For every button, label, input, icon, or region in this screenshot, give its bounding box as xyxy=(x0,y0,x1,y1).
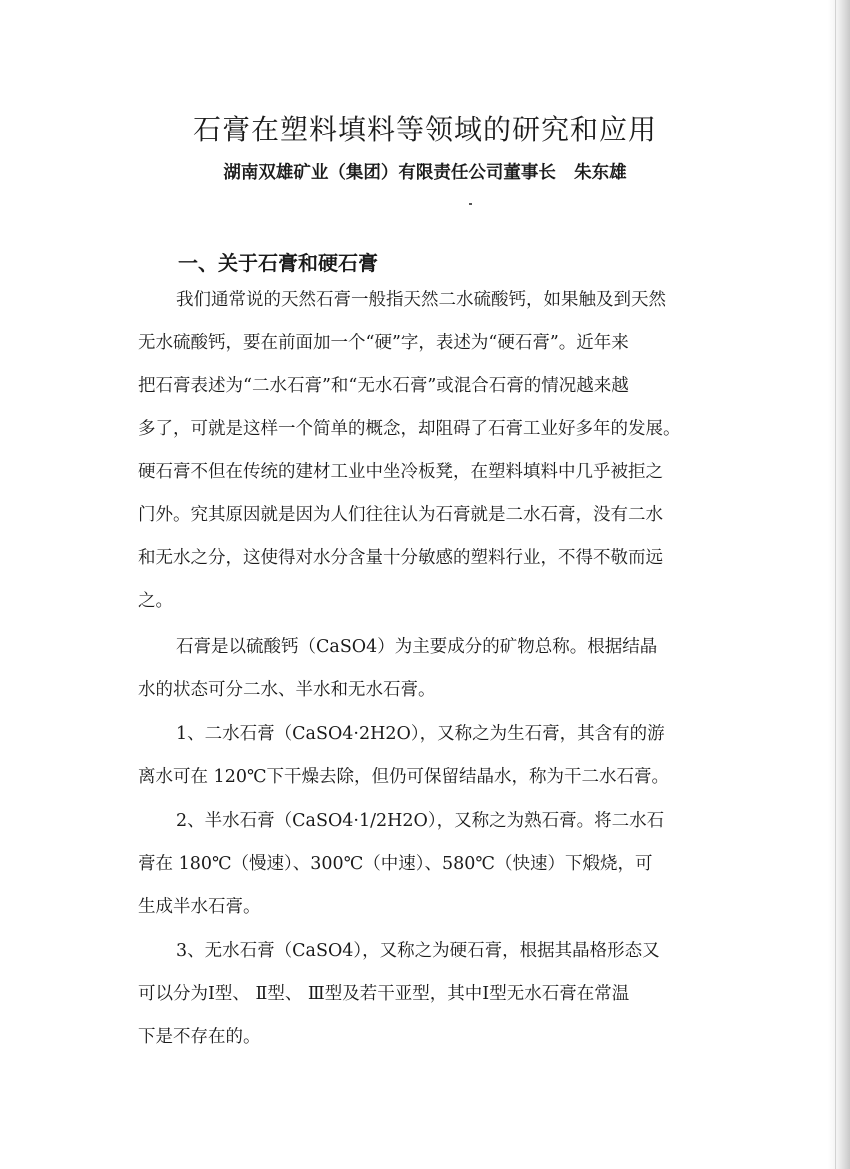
paragraph-line: 离水可在 120℃下干燥去除，但仍可保留结晶水，称为干二水石膏。 xyxy=(138,767,670,787)
paragraph-line: 膏在 180℃（慢速）、300℃（中速）、580℃（快速）下煅烧，可 xyxy=(138,854,653,874)
paragraph-line: 硬石膏不但在传统的建材工业中坐冷板凳，在塑料填料中几乎被拒之 xyxy=(138,462,663,482)
paragraph-line: 水的状态可分二水、半水和无水石膏。 xyxy=(138,680,436,700)
paragraph-line: 生成半水石膏。 xyxy=(138,897,261,917)
paragraph-line: 多了，可就是这样一个简单的概念，却阻碍了石膏工业好多年的发展。 xyxy=(138,419,681,439)
paragraph-5 xyxy=(138,930,724,1059)
paragraph-line: 石膏是以硫酸钙（CaSO4）为主要成分的矿物总称。根据结晶 xyxy=(176,637,658,657)
section-heading: 一、关于石膏和硬石膏 xyxy=(178,251,378,275)
page-edge-shadow xyxy=(828,0,850,1169)
paragraph-line: 门外。究其原因就是因为人们往往认为石膏就是二水石膏，没有二水 xyxy=(138,505,663,525)
paragraph-line: 无水硫酸钙，要在前面加一个“硬”字，表述为“硬石膏”。近年来 xyxy=(138,333,629,353)
paragraph-3 xyxy=(138,713,724,799)
paragraph-line: 把石膏表述为“二水石膏”和“无水石膏”或混合石膏的情况越来越 xyxy=(138,376,629,396)
document-title: 石膏在塑料填料等领域的研究和应用 xyxy=(192,113,657,146)
author-line: 湖南双雄矿业（集团）有限责任公司董事长 朱东雄 xyxy=(223,163,627,183)
paragraph-line: 和无水之分，这使得对水分含量十分敏感的塑料行业，不得不敬而远 xyxy=(138,548,663,568)
scan-speck xyxy=(469,203,472,205)
paragraph-1 xyxy=(138,279,724,623)
paragraph-line: 3、无水石膏（CaSO4），又称之为硬石膏，根据其晶格形态又 xyxy=(176,941,660,961)
paragraph-4 xyxy=(138,800,724,929)
paragraph-line: 2、半水石膏（CaSO4·1/2H2O），又称之为熟石膏。将二水石 xyxy=(176,811,665,831)
page-edge-line xyxy=(835,0,836,1169)
paragraph-line: 下是不存在的。 xyxy=(138,1027,261,1047)
paragraph-line: 1、二水石膏（CaSO4·2H2O），又称之为生石膏，其含有的游 xyxy=(176,724,665,744)
paragraph-line: 可以分为Ⅰ型、 Ⅱ型、 Ⅲ型及若干亚型，其中Ⅰ型无水石膏在常温 xyxy=(138,984,630,1004)
paragraph-line: 我们通常说的天然石膏一般指天然二水硫酸钙，如果触及到天然 xyxy=(176,290,666,310)
paragraph-2 xyxy=(138,626,724,712)
paragraph-line: 之。 xyxy=(138,591,173,611)
